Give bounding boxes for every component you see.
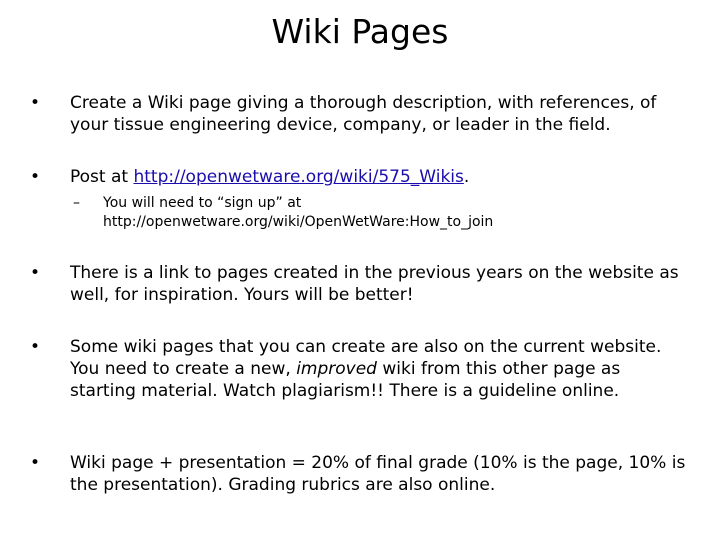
bullet-marker: •	[30, 263, 41, 283]
sub-bullet-text: You will need to “sign up” at http://openwetware.org/wiki/OpenWetWare:How_to_join	[103, 195, 494, 230]
bullet-item	[30, 262, 690, 306]
bullet-marker: •	[30, 93, 41, 113]
bullet-text-prefix: Post at	[70, 167, 134, 187]
bullet-item	[30, 336, 690, 402]
slide-title: Wiki Pages	[271, 12, 449, 51]
dash-marker: –	[73, 195, 80, 211]
wiki-link[interactable]: http://openwetware.org/wiki/575_Wikis	[133, 167, 464, 187]
bullet-marker: •	[30, 337, 41, 357]
bullet-text-suffix: .	[463, 167, 470, 187]
bullet-marker: •	[30, 453, 41, 473]
bullet-text-emphasis: improved	[296, 359, 377, 379]
bullet-text: There is a link to pages created in the previous years on the website as well, for inspiration. Yours will be better!	[70, 263, 679, 305]
bullet-text	[70, 166, 690, 188]
bullet-text	[70, 336, 690, 402]
bullet-text-suffix: wiki from this other page as starting material. Watch plagiarism!! There is a guideline online.	[70, 359, 621, 401]
bullet-marker: •	[30, 167, 41, 187]
bullet-text: Create a Wiki page giving a thorough description, with references, of your tissue engineering device, company, or leader in the field.	[70, 93, 657, 135]
bullet-item	[30, 452, 690, 496]
bullet-item	[30, 166, 690, 188]
bullet-item	[30, 92, 690, 136]
bullet-text: Wiki page + presentation = 20% of final grade (10% is the page, 10% is the presentation). Grading rubrics are also online.	[70, 453, 686, 495]
sub-bullet-item	[73, 194, 673, 232]
bullet-text-prefix: Some wiki pages that you can create are also on the current website. You need to create a new,	[70, 337, 662, 379]
